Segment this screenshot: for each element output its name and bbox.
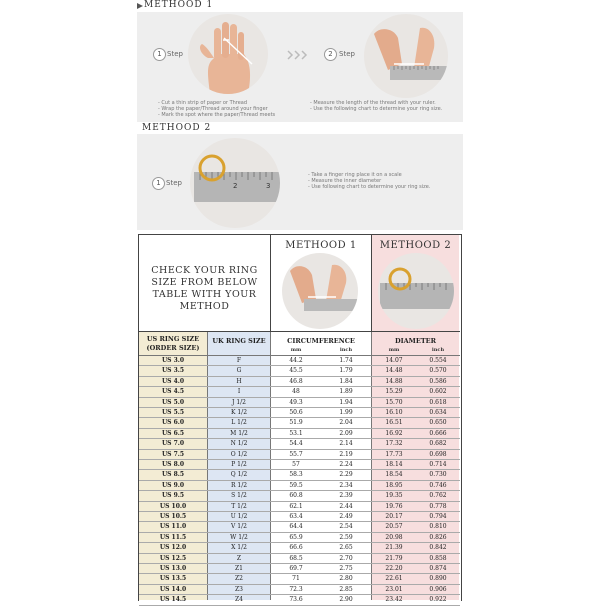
uk-size-cell: T 1/2 [231, 502, 247, 510]
uk-size-cell: O 1/2 [230, 450, 248, 458]
circ-inch-cell: 2.90 [339, 596, 353, 604]
diam-mm-cell: 14.07 [385, 357, 403, 364]
us-size-cell: US 11.0 [159, 523, 187, 531]
diam-inch-cell: 0.618 [429, 398, 447, 406]
circ-inch-cell: 2.59 [339, 533, 353, 541]
diam-inch-cell: 0.666 [429, 429, 447, 437]
table-row [139, 564, 460, 574]
circ-mm-cell: 49.3 [289, 398, 303, 406]
diam-inch-cell: 0.698 [429, 450, 447, 458]
check-size-cell [139, 235, 270, 331]
us-size-cell: US 8.0 [161, 461, 185, 468]
diam-mm-cell: 15.29 [385, 388, 403, 396]
us-size-cell: US 13.0 [159, 565, 187, 572]
step2-number: 2 [324, 48, 337, 61]
us-size-cell: US 9.5 [161, 492, 185, 500]
circ-mm-cell: 63.4 [289, 513, 303, 520]
step3-label: Step [166, 179, 182, 187]
diam-inch-cell: 0.842 [429, 544, 447, 552]
step1-number: 1 [153, 48, 166, 61]
diam-inch-cell: 0.602 [429, 388, 447, 396]
us-size-cell: US 8.5 [161, 471, 185, 479]
diam-inch-cell: 0.906 [429, 585, 447, 593]
uk-size-cell: Z [236, 554, 242, 562]
table-row [139, 470, 460, 480]
table-method1-title: METHOOD 1 [285, 240, 357, 251]
uk-size-cell: X 1/2 [231, 544, 247, 552]
diam-inch-header: inch [431, 347, 445, 353]
us-size-cell: US 14.0 [159, 585, 187, 593]
table-row [139, 481, 460, 491]
circ-inch-cell: 2.44 [339, 502, 353, 510]
table-row [139, 554, 460, 564]
table-method1-cell [271, 235, 371, 331]
circ-inch-header: inch [339, 347, 353, 353]
table-row [139, 460, 460, 470]
circumference-header: CIRCUMFERENCE [287, 337, 355, 345]
method2-instruction-2: - Measure the inner diameter [308, 178, 458, 184]
circ-inch-cell: 2.39 [339, 492, 353, 500]
diam-inch-cell: 0.922 [429, 596, 447, 604]
circ-mm-cell: 73.6 [289, 596, 303, 604]
diam-mm-cell: 19.35 [385, 492, 403, 500]
circ-mm-cell: 69.7 [289, 565, 303, 572]
uk-size-cell: J 1/2 [232, 398, 246, 406]
table-row [139, 543, 460, 553]
circ-inch-cell: 2.14 [339, 440, 353, 448]
table-row [139, 595, 460, 605]
uk-size-cell: U 1/2 [230, 513, 248, 520]
us-size-cell: US 10.5 [159, 513, 187, 520]
circ-mm-cell: 62.1 [289, 502, 303, 510]
diam-inch-cell: 0.634 [429, 409, 447, 416]
circ-inch-cell: 2.70 [339, 554, 353, 562]
uk-size-cell: K 1/2 [230, 409, 248, 416]
uk-size-cell: Q 1/2 [230, 471, 248, 479]
diam-mm-cell: 15.70 [385, 398, 403, 406]
step1-instruction-1: - Cut a thin strip of paper or Thread [158, 100, 288, 106]
diam-mm-header: mm [388, 347, 400, 353]
step2-instruction-2: - Use the following chart to determine your ring size. [310, 106, 460, 112]
circ-inch-cell: 2.54 [339, 523, 353, 531]
circ-inch-cell: 2.80 [339, 575, 353, 583]
circ-inch-cell: 2.24 [339, 461, 353, 468]
table-row [139, 408, 460, 418]
circ-inch-cell: 2.49 [339, 513, 353, 520]
table-row [139, 439, 460, 449]
table-method2-cell [372, 235, 459, 331]
uk-size-cell: F [236, 357, 242, 364]
us-size-cell: US 3.0 [161, 357, 185, 364]
method2-instructions [308, 172, 458, 190]
diam-mm-cell: 16.92 [385, 429, 403, 437]
circ-mm-cell: 60.8 [289, 492, 303, 500]
diam-mm-cell: 21.79 [385, 554, 403, 562]
us-size-cell: US 7.0 [161, 440, 185, 448]
table-row [139, 387, 460, 397]
us-size-cell: US 12.5 [159, 554, 187, 562]
uk-size-cell: W 1/2 [230, 533, 248, 541]
us-size-cell: US 9.0 [161, 481, 185, 489]
circ-mm-cell: 44.2 [289, 357, 303, 364]
uk-size-cell: G [236, 367, 242, 375]
table-row [139, 491, 460, 501]
diam-inch-cell: 0.810 [429, 523, 447, 531]
table-row [139, 522, 460, 532]
uk-size-cell: H [236, 377, 242, 385]
hand-thread-photo [188, 14, 268, 94]
method1-title: METHOOD 1 [144, 0, 214, 10]
diam-inch-cell: 0.794 [429, 513, 447, 520]
diam-inch-cell: 0.858 [429, 554, 447, 562]
us-size-cell: US 11.5 [159, 533, 187, 541]
uk-size-cell: I [237, 388, 241, 396]
table-row [139, 429, 460, 439]
uk-size-cell: Z4 [235, 596, 243, 604]
divider [139, 331, 460, 332]
circ-mm-cell: 68.5 [289, 554, 303, 562]
diam-mm-cell: 14.48 [385, 367, 403, 375]
circ-inch-cell: 2.85 [339, 585, 353, 593]
us-size-cell: US 12.0 [159, 544, 187, 552]
step1-instructions [158, 100, 288, 118]
us-size-cell: US 10.0 [159, 502, 187, 510]
circ-inch-cell: 1.79 [339, 367, 353, 375]
diam-inch-cell: 0.826 [429, 533, 447, 541]
uk-size-cell: Z3 [235, 585, 243, 593]
diam-mm-cell: 23.42 [385, 596, 403, 604]
uk-size-cell: N 1/2 [230, 440, 248, 448]
diam-inch-cell: 0.762 [429, 492, 447, 500]
diam-mm-cell: 20.57 [385, 523, 403, 531]
us-size-cell: US 4.0 [161, 377, 185, 385]
circ-mm-cell: 53.1 [289, 429, 303, 437]
diam-mm-cell: 17.32 [385, 440, 403, 448]
diam-mm-cell: 23.01 [385, 585, 403, 593]
circ-mm-cell: 64.4 [289, 523, 303, 531]
table-row [139, 450, 460, 460]
diam-inch-cell: 0.586 [429, 377, 447, 385]
uk-size-cell: Z1 [235, 565, 243, 572]
uk-size-cell: L 1/2 [231, 419, 247, 427]
table-row [139, 356, 460, 366]
diam-mm-cell: 17.73 [385, 450, 403, 458]
uk-size-cell: Z2 [235, 575, 243, 583]
step1-instruction-3: - Mark the spot where the paper/Thread meets [158, 112, 288, 118]
diam-inch-cell: 0.714 [429, 461, 447, 468]
us-size-cell: US 14.5 [159, 596, 187, 604]
circ-mm-cell: 50.6 [289, 409, 303, 416]
step2-instruction-1: - Measure the length of the thread with your ruler. [310, 100, 460, 106]
circ-inch-cell: 2.75 [339, 565, 353, 572]
circ-mm-cell: 58.3 [289, 471, 303, 479]
diam-mm-cell: 18.14 [385, 461, 403, 468]
step1-instruction-2: - Wrap the paper/Thread around your finger [158, 106, 288, 112]
ring-ruler-photo [190, 138, 280, 228]
method1-arrow-icon [136, 2, 144, 10]
diam-mm-cell: 19.76 [385, 502, 403, 510]
diam-mm-cell: 18.54 [385, 471, 403, 479]
diam-mm-cell: 20.98 [385, 533, 403, 541]
table-row [139, 512, 460, 522]
circ-inch-cell: 2.34 [339, 481, 353, 489]
circ-mm-cell: 72.3 [289, 585, 303, 593]
circ-inch-cell: 1.74 [339, 357, 353, 364]
diam-inch-cell: 0.682 [429, 440, 447, 448]
table-row [139, 574, 460, 584]
circ-mm-cell: 54.4 [289, 440, 303, 448]
table-row [139, 398, 460, 408]
table-thread-photo [282, 253, 358, 329]
step2-instructions [310, 100, 460, 112]
circ-mm-header: mm [290, 347, 302, 353]
thread-ruler-photo [364, 14, 448, 98]
circ-inch-cell: 1.99 [339, 409, 353, 416]
table-ring-photo [378, 253, 454, 329]
uk-size-cell: M 1/2 [230, 429, 248, 437]
circ-mm-cell: 46.8 [289, 377, 303, 385]
circ-mm-cell: 55.7 [289, 450, 303, 458]
uk-size-cell: S 1/2 [231, 492, 247, 500]
diam-inch-cell: 0.746 [429, 481, 447, 489]
table-row [139, 533, 460, 543]
us-size-cell: US 5.5 [161, 409, 185, 416]
uk-size-header: UK RING SIZE [212, 337, 266, 345]
svg-text:3: 3 [266, 182, 271, 190]
circ-inch-cell: 2.65 [339, 544, 353, 552]
diam-mm-cell: 14.88 [385, 377, 403, 385]
method2-title: METHOOD 2 [142, 123, 212, 133]
us-size-cell: US 7.5 [161, 450, 185, 458]
table-method2-title: METHOOD 2 [379, 240, 452, 251]
circ-inch-cell: 2.04 [339, 419, 353, 427]
us-size-cell: US 5.0 [161, 398, 185, 406]
circ-inch-cell: 1.94 [339, 398, 353, 406]
diam-mm-cell: 20.17 [385, 513, 403, 520]
step3-number: 1 [152, 177, 165, 190]
diam-inch-cell: 0.650 [429, 419, 447, 427]
circ-inch-cell: 2.29 [339, 471, 353, 479]
us-size-cell: US 3.5 [161, 367, 185, 375]
circ-inch-cell: 2.09 [339, 429, 353, 437]
us-size-cell: US 13.5 [159, 575, 187, 583]
table-row [139, 502, 460, 512]
circ-mm-cell: 66.6 [289, 544, 303, 552]
circ-inch-cell: 1.89 [339, 388, 353, 396]
table-row [139, 585, 460, 595]
step1-label: Step [167, 50, 183, 58]
diam-mm-cell: 16.10 [385, 409, 403, 416]
circ-mm-cell: 59.5 [289, 481, 303, 489]
uk-size-cell: R 1/2 [230, 481, 248, 489]
check-size-text: CHECK YOUR RING SIZE FROM BELOW TABLE WITH YOUR METHOD [151, 265, 258, 312]
diam-inch-cell: 0.890 [429, 575, 447, 583]
next-step-chevrons-icon [287, 50, 313, 60]
circ-mm-cell: 65.9 [289, 533, 303, 541]
table-row [139, 366, 460, 376]
circ-mm-cell: 71 [292, 575, 300, 583]
diam-inch-cell: 0.554 [429, 357, 447, 364]
method2-instruction-3: - Use following chart to determine your ring size. [308, 184, 458, 190]
table-row [139, 377, 460, 387]
us-size-header: US RING SIZE (ORDER SIZE) [146, 335, 200, 352]
circ-mm-cell: 51.9 [289, 419, 303, 427]
uk-size-cell: V 1/2 [231, 523, 247, 531]
us-size-cell: US 6.5 [161, 429, 185, 437]
circ-inch-cell: 1.84 [339, 377, 353, 385]
diam-mm-cell: 16.51 [385, 419, 403, 427]
diam-mm-cell: 18.95 [385, 481, 403, 489]
diam-mm-cell: 21.39 [385, 544, 403, 552]
svg-text:2: 2 [233, 182, 238, 190]
circ-mm-cell: 57 [292, 461, 300, 468]
circ-mm-cell: 45.5 [289, 367, 303, 375]
diam-mm-cell: 22.20 [385, 565, 403, 572]
us-size-cell: US 4.5 [161, 388, 185, 396]
step2-label: Step [339, 50, 355, 58]
method2-instruction-1: - Take a finger ring place it on a scale [308, 172, 458, 178]
diam-inch-cell: 0.730 [429, 471, 447, 479]
circ-mm-cell: 48 [292, 388, 300, 396]
us-size-cell: US 6.0 [161, 419, 185, 427]
table-row [139, 418, 460, 428]
diameter-header: DIAMETER [394, 337, 437, 345]
uk-size-cell: P 1/2 [231, 461, 247, 468]
diam-inch-cell: 0.570 [429, 367, 447, 375]
circ-inch-cell: 2.19 [339, 450, 353, 458]
diam-inch-cell: 0.874 [429, 565, 447, 572]
diam-inch-cell: 0.778 [429, 502, 447, 510]
diam-mm-cell: 22.61 [385, 575, 403, 583]
